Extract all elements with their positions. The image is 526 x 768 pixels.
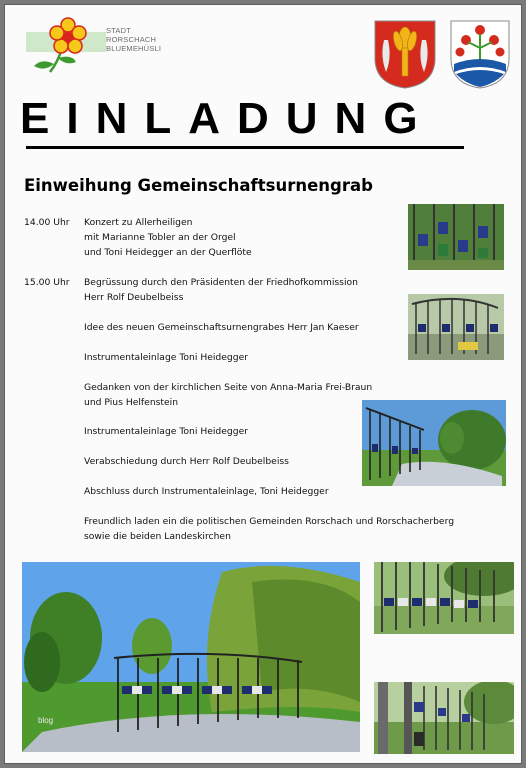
title-underline	[26, 146, 464, 149]
photo-glass-panels	[408, 204, 504, 270]
program-line: Konzert zu Allerheiligen	[84, 217, 193, 228]
flower-logo-icon	[24, 14, 108, 78]
watermark-text: blog	[38, 716, 54, 725]
program-item: Idee des neuen Gemeinschaftsurnengrabes Herr Jan Kaeser	[84, 322, 359, 333]
program-line: mit Marianne Tobler an der Orgel	[84, 232, 236, 243]
org-line-3: BLUEMEHÜSLI	[106, 44, 162, 53]
org-line-1: STADT	[106, 26, 132, 35]
program-item: Abschluss durch Instrumentaleinlage, Toni Heidegger	[84, 486, 329, 497]
program-time-2: 15.00 Uhr	[24, 277, 70, 288]
program-line: Herr Rolf Deubelbeiss	[84, 292, 184, 303]
photo-curved-fence	[408, 294, 504, 360]
org-line-2: RORSCHACH	[106, 35, 157, 44]
invitation-text: Freundlich laden ein die politischen Gemeinden Rorschach und Rorschacherberg	[84, 516, 455, 527]
program-item: und Pius Helfenstein	[84, 397, 179, 408]
program-time-1: 14.00 Uhr	[24, 217, 70, 228]
program-item: Gedanken von der kirchlichen Seite von Anna-Maria Frei-Braun	[84, 382, 373, 393]
photo-park-memorial	[22, 562, 360, 752]
event-subtitle: Einweihung Gemeinschaftsurnengrab	[24, 176, 373, 195]
photo-fence-detail	[374, 562, 514, 634]
rorschacherberg-crest-icon	[448, 18, 512, 90]
photo-fence-park	[362, 400, 506, 486]
organization-name	[106, 26, 161, 53]
invitation-text: sowie die beiden Landeskirchen	[84, 531, 231, 542]
photo-fence-posts	[374, 682, 514, 754]
page-title: EINLADUNG	[20, 94, 435, 143]
program-line: und Toni Heidegger an der Querflöte	[84, 247, 252, 258]
program-line: Begrüssung durch den Präsidenten der Friedhofkommission	[84, 277, 358, 288]
program-item: Instrumentaleinlage Toni Heidegger	[84, 426, 249, 437]
program-item: Instrumentaleinlage Toni Heidegger	[84, 352, 249, 363]
rorschach-crest-icon	[372, 18, 438, 90]
program-item: Verabschiedung durch Herr Rolf Deubelbeiss	[84, 456, 289, 467]
